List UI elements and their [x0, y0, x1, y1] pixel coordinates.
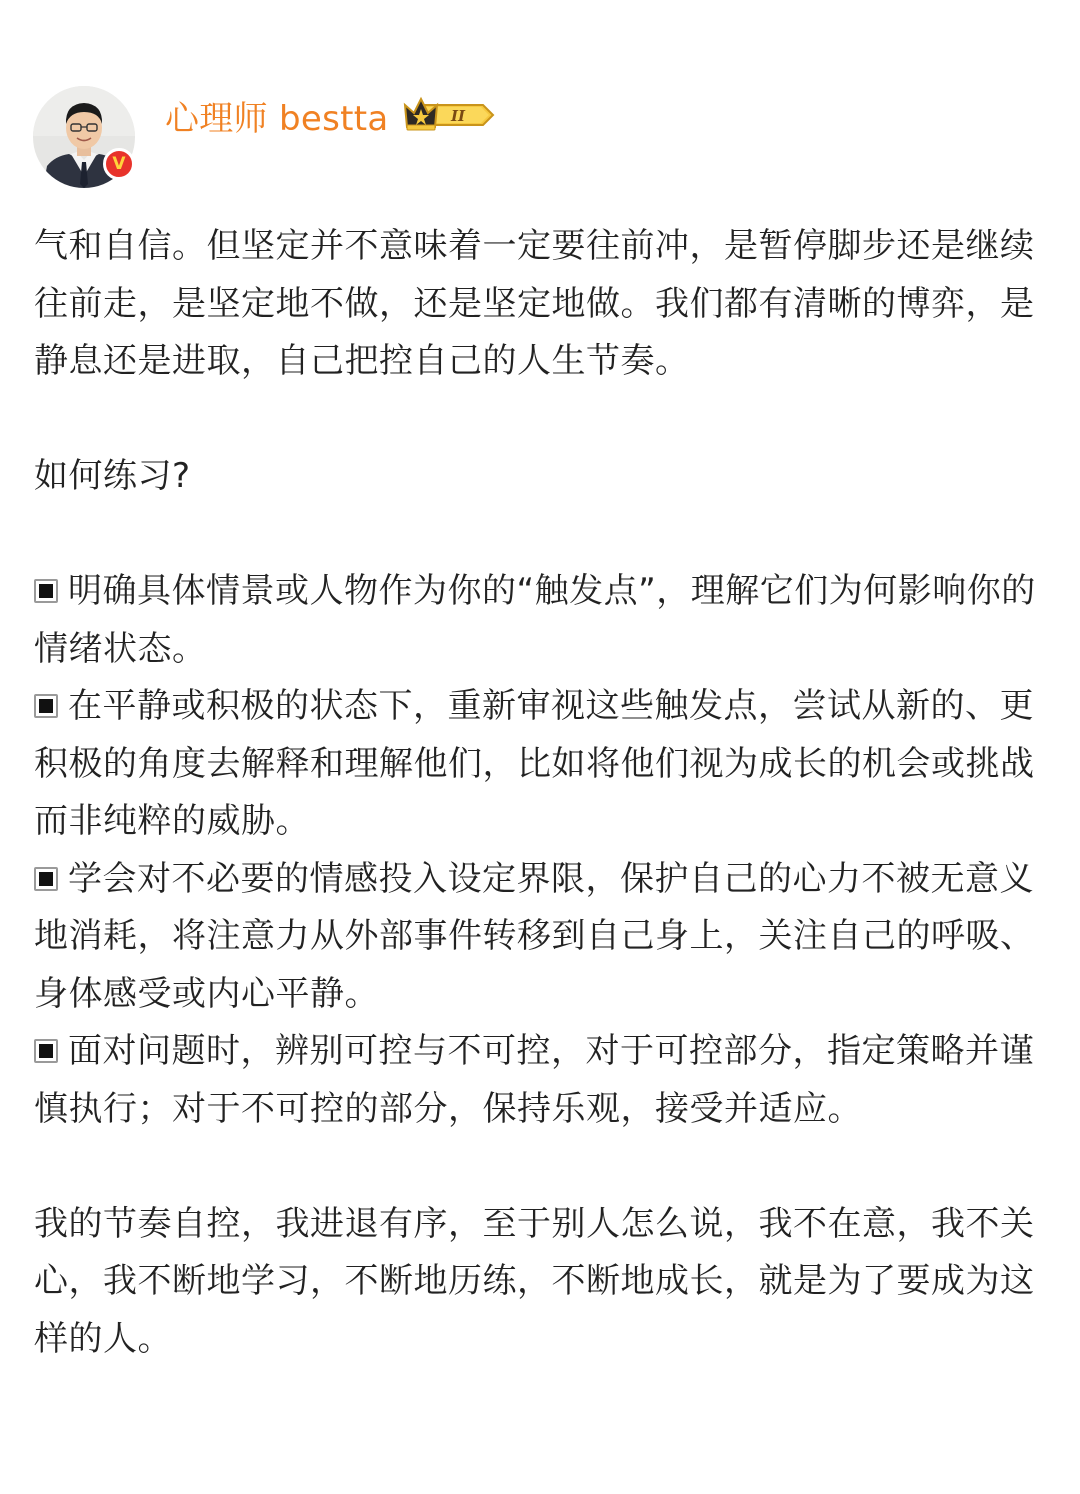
author-name-row [165, 92, 499, 138]
level-text: II [450, 107, 465, 125]
black-square-icon [34, 694, 58, 718]
post-header [0, 0, 1080, 200]
bullet-text: 学会对不必要的情感投入设定界限，保护自己的心力不被无意义地消耗，将注意力从外部事件转移到自己身上，关注自己的呼吸、身体感受或内心平静。 [34, 858, 1035, 1014]
spacer [34, 1138, 1044, 1196]
bullet-text: 面对问题时，辨别可控与不可控，对于可控部分，指定策略并谨慎执行；对于不可控的部分，保持乐观，接受并适应。 [34, 1031, 1034, 1129]
post-paragraph: 气和自信。但坚定并不意味着一定要往前冲，是暂停脚步还是继续往前走，是坚定地不做，还是坚定地做。我们都有清晰的博弈，是静息还是进取，自己把控自己的人生节奏。 [34, 226, 1035, 381]
verified-v-icon: V [103, 148, 135, 180]
bullet-text: 明确具体情景或人物作为你的“触发点”，理解它们为何影响你的情绪状态。 [34, 571, 1036, 669]
post-closing: 我的节奏自控，我进退有序，至于别人怎么说，我不在意，我不关心，我不断地学习，不断地历练，不断地成长，就是为了要成为这样的人。 [34, 1203, 1035, 1359]
spacer [34, 391, 1044, 449]
black-square-icon [34, 1039, 58, 1063]
spacer [34, 506, 1044, 564]
crown-level-icon[interactable] [403, 95, 499, 135]
bullet-item [34, 1023, 1044, 1138]
post-body [34, 218, 1044, 1368]
author-name[interactable]: 心理师 bestta [165, 98, 389, 139]
bullet-text: 在平静或积极的状态下，重新审视这些触发点，尝试从新的、更积极的角度去解释和理解他们，比如将他们视为成长的机会或挑战而非纯粹的威胁。 [34, 686, 1035, 841]
black-square-icon [34, 579, 58, 603]
bullet-item [34, 851, 1044, 1024]
black-square-icon [34, 867, 58, 891]
bullet-item [34, 563, 1044, 678]
bullet-item [34, 678, 1044, 851]
post-heading: 如何练习? [34, 456, 191, 496]
